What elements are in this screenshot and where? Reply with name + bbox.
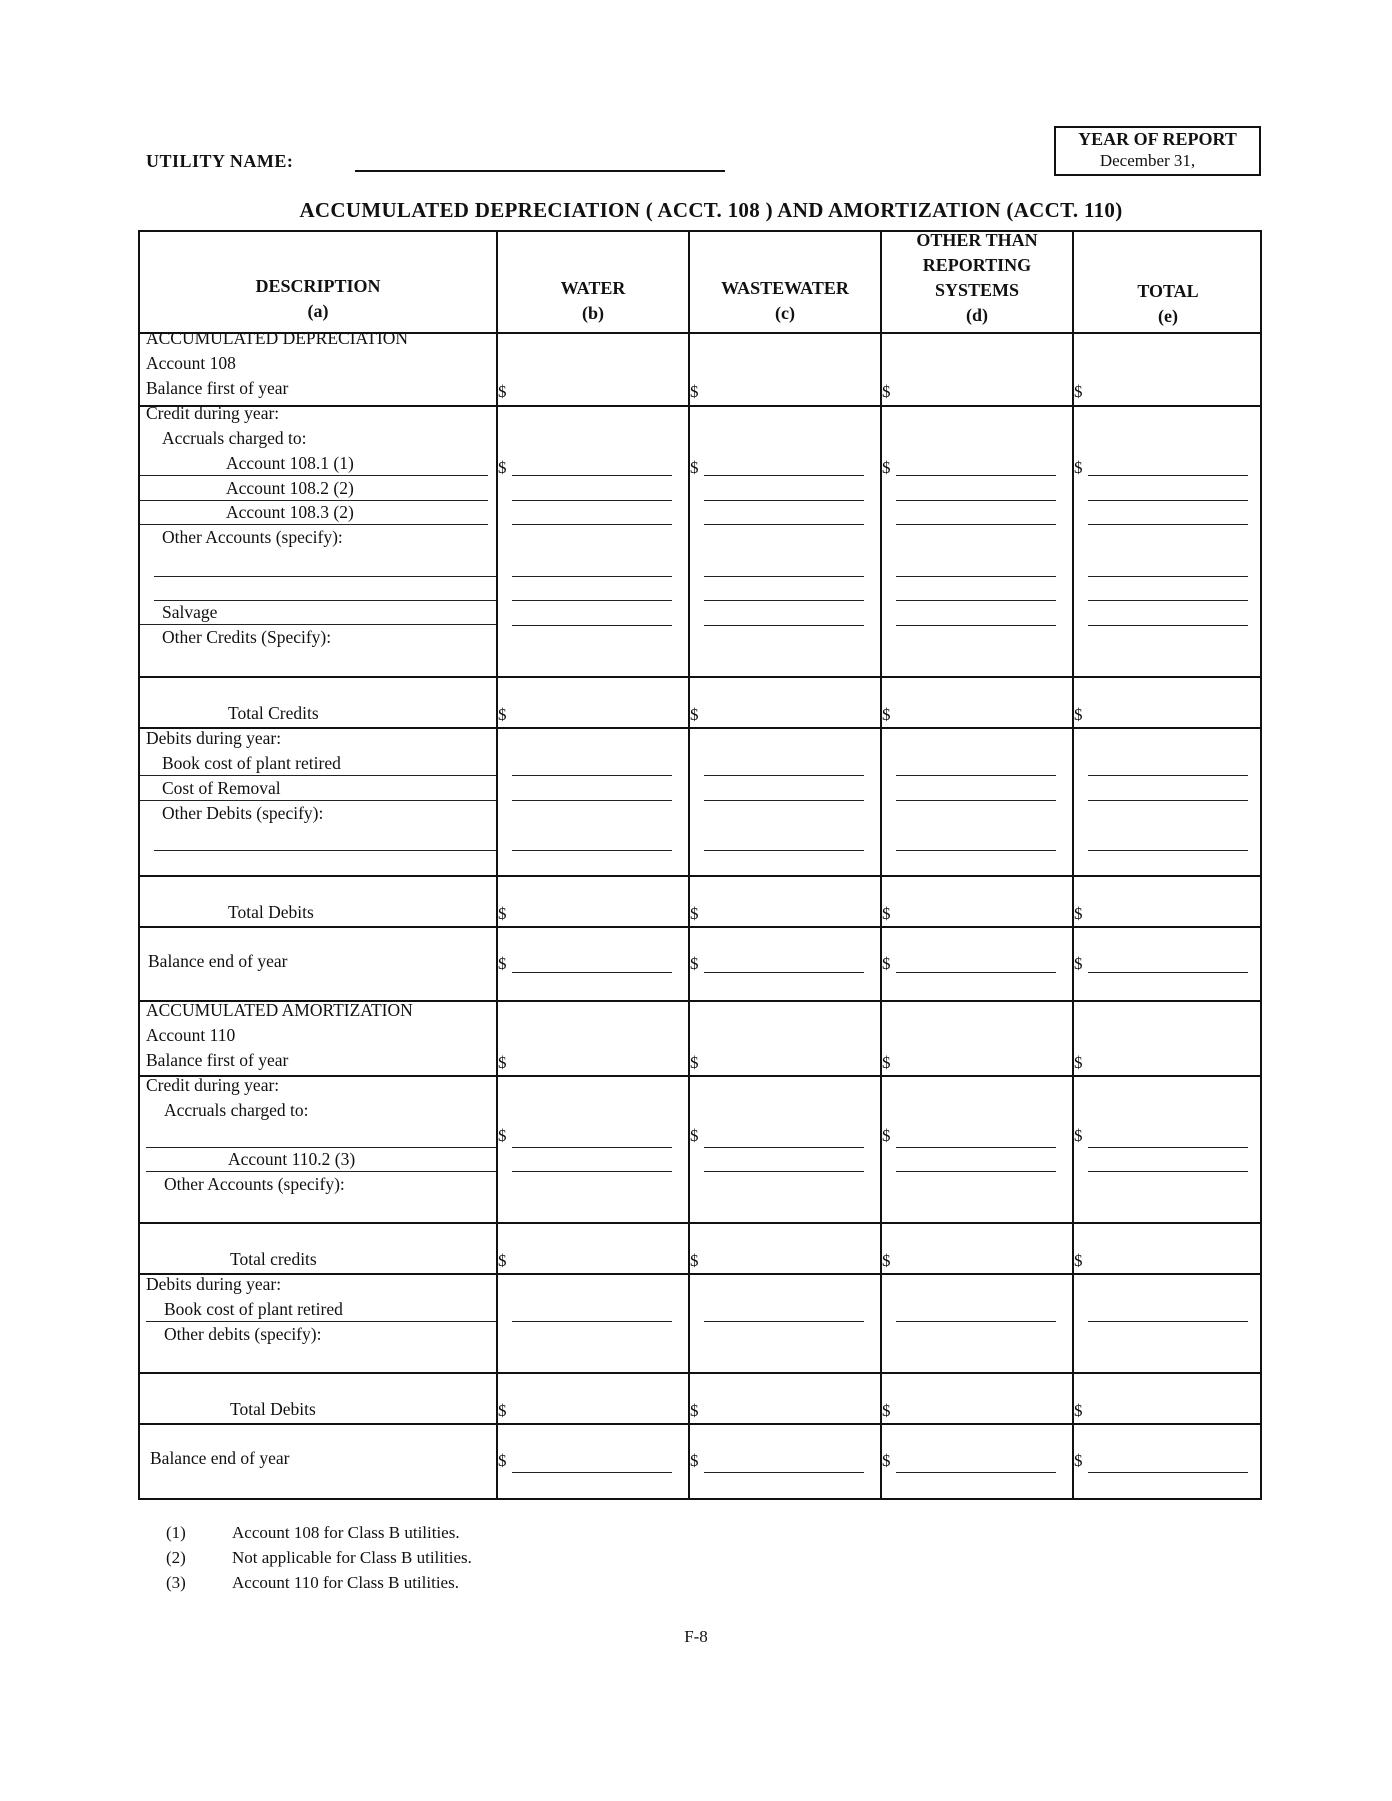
amount-entry-line[interactable] bbox=[704, 775, 864, 776]
dollar-sign: $ bbox=[1074, 382, 1083, 401]
row-label-debits-during-year: Debits during year: bbox=[146, 728, 282, 748]
footnote-number: (1) bbox=[166, 1523, 186, 1542]
row-label-total-credits: Total Credits bbox=[228, 703, 319, 723]
amount-entry-line[interactable] bbox=[896, 524, 1056, 525]
amount-entry-line[interactable] bbox=[1088, 775, 1248, 776]
column-header-other-systems bbox=[882, 228, 1072, 328]
amount-entry-line[interactable] bbox=[1088, 1321, 1248, 1322]
footnote-number: (3) bbox=[166, 1573, 186, 1592]
dollar-sign: $ bbox=[690, 458, 699, 477]
specify-line[interactable] bbox=[154, 600, 496, 601]
dollar-sign: $ bbox=[882, 954, 891, 973]
amount-entry-line[interactable] bbox=[1088, 625, 1248, 626]
amount-entry-line[interactable] bbox=[896, 1472, 1056, 1473]
header-text: (c) bbox=[775, 303, 795, 323]
dollar-sign: $ bbox=[690, 1126, 699, 1145]
amount-entry-line[interactable] bbox=[512, 775, 672, 776]
year-of-report-title: YEAR OF REPORT bbox=[1078, 129, 1237, 149]
section-border bbox=[138, 1372, 1262, 1374]
dollar-sign: $ bbox=[498, 382, 507, 401]
dollar-sign: $ bbox=[498, 904, 507, 923]
dollar-sign: $ bbox=[498, 1401, 507, 1420]
dollar-sign: $ bbox=[1074, 1251, 1083, 1270]
dollar-sign: $ bbox=[882, 1401, 891, 1420]
section-border bbox=[138, 1423, 1262, 1425]
row-label-account-108: Account 108 bbox=[146, 353, 236, 373]
amount-entry-line[interactable] bbox=[1088, 1472, 1248, 1473]
amount-entry-line[interactable] bbox=[896, 1147, 1056, 1148]
row-separator bbox=[140, 524, 488, 525]
row-label-other-accounts: Other Accounts (specify): bbox=[164, 1174, 345, 1194]
row-separator bbox=[146, 1171, 496, 1172]
row-label-balance-first: Balance first of year bbox=[146, 1050, 289, 1070]
amount-entry-line[interactable] bbox=[896, 600, 1056, 601]
dollar-sign: $ bbox=[882, 458, 891, 477]
row-label-account-110-2: Account 110.2 (3) bbox=[228, 1149, 356, 1169]
column-divider bbox=[880, 230, 882, 1500]
amount-entry-line[interactable] bbox=[704, 625, 864, 626]
row-separator bbox=[140, 500, 488, 501]
amount-entry-line[interactable] bbox=[512, 972, 672, 973]
dollar-sign: $ bbox=[882, 1053, 891, 1072]
dollar-sign: $ bbox=[882, 1251, 891, 1270]
row-label-total-debits: Total Debits bbox=[228, 902, 314, 922]
row-label-accruals: Accruals charged to: bbox=[162, 428, 307, 448]
amount-entry-line[interactable] bbox=[512, 850, 672, 851]
amount-entry-line[interactable] bbox=[512, 625, 672, 626]
amount-entry-line[interactable] bbox=[512, 475, 672, 476]
year-of-report-date: December 31, bbox=[1099, 151, 1196, 170]
row-label-book-cost: Book cost of plant retired bbox=[164, 1299, 343, 1319]
amount-entry-line[interactable] bbox=[896, 972, 1056, 973]
dollar-sign: $ bbox=[690, 1251, 699, 1270]
dollar-sign: $ bbox=[1074, 1053, 1083, 1072]
column-divider bbox=[496, 230, 498, 1500]
row-label-cost-of-removal: Cost of Removal bbox=[162, 778, 281, 798]
row-separator bbox=[140, 800, 496, 801]
dollar-sign: $ bbox=[690, 904, 699, 923]
amount-entry-line[interactable] bbox=[896, 1321, 1056, 1322]
amount-entry-line[interactable] bbox=[1088, 524, 1248, 525]
header-text: (d) bbox=[966, 305, 988, 325]
amount-entry-line[interactable] bbox=[896, 1171, 1056, 1172]
header-text: (a) bbox=[307, 301, 329, 321]
column-header-total bbox=[1074, 279, 1262, 329]
dollar-sign: $ bbox=[498, 1451, 507, 1470]
dollar-sign: $ bbox=[690, 1401, 699, 1420]
utility-name-field[interactable] bbox=[355, 170, 725, 172]
dollar-sign: $ bbox=[498, 954, 507, 973]
row-label-total-credits: Total credits bbox=[230, 1249, 317, 1269]
amount-entry-line[interactable] bbox=[896, 625, 1056, 626]
amount-entry-line[interactable] bbox=[512, 1171, 672, 1172]
amount-entry-line[interactable] bbox=[896, 775, 1056, 776]
dollar-sign: $ bbox=[690, 1451, 699, 1470]
amount-entry-line[interactable] bbox=[896, 800, 1056, 801]
amount-entry-line[interactable] bbox=[704, 850, 864, 851]
specify-line[interactable] bbox=[146, 1147, 496, 1148]
section-border bbox=[138, 875, 1262, 877]
row-label-balance-end: Balance end of year bbox=[150, 1448, 290, 1468]
amount-entry-line[interactable] bbox=[896, 500, 1056, 501]
amount-entry-line[interactable] bbox=[704, 972, 864, 973]
header-text: OTHER THAN bbox=[916, 230, 1038, 250]
amount-entry-line[interactable] bbox=[704, 576, 864, 577]
header-text: (e) bbox=[1158, 306, 1178, 326]
dollar-sign: $ bbox=[690, 382, 699, 401]
dollar-sign: $ bbox=[1074, 458, 1083, 477]
dollar-sign: $ bbox=[690, 705, 699, 724]
row-label-total-debits: Total Debits bbox=[230, 1399, 316, 1419]
amount-entry-line[interactable] bbox=[512, 1472, 672, 1473]
row-label-accumulated-amortization: ACCUMULATED AMORTIZATION bbox=[146, 1000, 413, 1020]
dollar-sign: $ bbox=[498, 705, 507, 724]
dollar-sign: $ bbox=[1074, 705, 1083, 724]
amount-entry-line[interactable] bbox=[1088, 1171, 1248, 1172]
amount-entry-line[interactable] bbox=[1088, 850, 1248, 851]
section-border bbox=[138, 676, 1262, 678]
amount-entry-line[interactable] bbox=[512, 576, 672, 577]
dollar-sign: $ bbox=[882, 382, 891, 401]
row-label-salvage: Salvage bbox=[162, 602, 218, 622]
column-header-water bbox=[498, 276, 688, 326]
amount-entry-line[interactable] bbox=[704, 800, 864, 801]
specify-line[interactable] bbox=[154, 576, 496, 577]
amount-entry-line[interactable] bbox=[512, 600, 672, 601]
amount-entry-line[interactable] bbox=[1088, 800, 1248, 801]
header-text: (b) bbox=[582, 303, 604, 323]
amount-entry-line[interactable] bbox=[896, 475, 1056, 476]
row-label-account-108-3: Account 108.3 (2) bbox=[226, 502, 354, 522]
row-label-account-110: Account 110 bbox=[146, 1025, 236, 1045]
amount-entry-line[interactable] bbox=[704, 1321, 864, 1322]
row-label-accruals: Accruals charged to: bbox=[164, 1100, 309, 1120]
header-text: WATER bbox=[560, 278, 626, 298]
footnote-number: (2) bbox=[166, 1548, 186, 1567]
section-border bbox=[138, 1222, 1262, 1224]
amount-entry-line[interactable] bbox=[1088, 576, 1248, 577]
section-border bbox=[138, 405, 1262, 407]
dollar-sign: $ bbox=[498, 1053, 507, 1072]
column-divider bbox=[688, 230, 690, 1500]
dollar-sign: $ bbox=[1074, 1126, 1083, 1145]
dollar-sign: $ bbox=[690, 1053, 699, 1072]
row-label-accumulated-depreciation: ACCUMULATED DEPRECIATION bbox=[146, 328, 409, 348]
amount-entry-line[interactable] bbox=[896, 576, 1056, 577]
row-label-other-credits: Other Credits (Specify): bbox=[162, 627, 332, 647]
amount-entry-line[interactable] bbox=[512, 800, 672, 801]
dollar-sign: $ bbox=[1074, 954, 1083, 973]
header-text: REPORTING bbox=[922, 255, 1032, 275]
amount-entry-line[interactable] bbox=[704, 1472, 864, 1473]
amount-entry-line[interactable] bbox=[704, 500, 864, 501]
amount-entry-line[interactable] bbox=[704, 1147, 864, 1148]
header-text: TOTAL bbox=[1137, 281, 1199, 301]
dollar-sign: $ bbox=[690, 954, 699, 973]
amount-entry-line[interactable] bbox=[1088, 1147, 1248, 1148]
amount-entry-line[interactable] bbox=[704, 475, 864, 476]
footnote-text: Account 108 for Class B utilities. bbox=[232, 1523, 460, 1542]
amount-entry-line[interactable] bbox=[1088, 972, 1248, 973]
dollar-sign: $ bbox=[882, 1451, 891, 1470]
row-label-other-debits: Other Debits (specify): bbox=[162, 803, 324, 823]
amount-entry-line[interactable] bbox=[704, 524, 864, 525]
utility-name-label: UTILITY NAME: bbox=[146, 151, 294, 171]
header-text: SYSTEMS bbox=[934, 280, 1020, 300]
section-border bbox=[138, 727, 1262, 729]
footnote-text: Not applicable for Class B utilities. bbox=[232, 1548, 472, 1567]
row-separator bbox=[146, 1321, 496, 1322]
row-separator bbox=[140, 775, 496, 776]
row-label-debits-during-year: Debits during year: bbox=[146, 1274, 282, 1294]
column-header-description bbox=[140, 274, 496, 324]
row-label-account-108-1: Account 108.1 (1) bbox=[226, 453, 354, 473]
amount-entry-line[interactable] bbox=[896, 850, 1056, 851]
amount-entry-line[interactable] bbox=[512, 500, 672, 501]
row-label-account-108-2: Account 108.2 (2) bbox=[226, 478, 354, 498]
dollar-sign: $ bbox=[1074, 1451, 1083, 1470]
amount-entry-line[interactable] bbox=[704, 600, 864, 601]
specify-line[interactable] bbox=[154, 850, 496, 851]
header-text: WASTEWATER bbox=[721, 278, 849, 298]
column-divider bbox=[1072, 230, 1074, 1500]
row-label-balance-end: Balance end of year bbox=[148, 951, 288, 971]
row-separator bbox=[140, 624, 496, 625]
amount-entry-line[interactable] bbox=[1088, 600, 1248, 601]
row-label-other-debits: Other debits (specify): bbox=[164, 1324, 322, 1344]
amount-entry-line[interactable] bbox=[704, 1171, 864, 1172]
section-border bbox=[138, 1075, 1262, 1077]
row-label-other-accounts: Other Accounts (specify): bbox=[162, 527, 343, 547]
header-text: DESCRIPTION bbox=[255, 276, 381, 296]
amount-entry-line[interactable] bbox=[1088, 475, 1248, 476]
row-separator bbox=[140, 475, 488, 476]
dollar-sign: $ bbox=[882, 904, 891, 923]
dollar-sign: $ bbox=[882, 705, 891, 724]
page-number: F-8 bbox=[684, 1627, 708, 1646]
dollar-sign: $ bbox=[498, 1251, 507, 1270]
row-label-book-cost: Book cost of plant retired bbox=[162, 753, 341, 773]
dollar-sign: $ bbox=[498, 1126, 507, 1145]
row-label-balance-first: Balance first of year bbox=[146, 378, 289, 398]
amount-entry-line[interactable] bbox=[512, 524, 672, 525]
dollar-sign: $ bbox=[498, 458, 507, 477]
amount-entry-line[interactable] bbox=[512, 1321, 672, 1322]
dollar-sign: $ bbox=[1074, 904, 1083, 923]
section-border bbox=[138, 1273, 1262, 1275]
dollar-sign: $ bbox=[1074, 1401, 1083, 1420]
amount-entry-line[interactable] bbox=[1088, 500, 1248, 501]
amount-entry-line[interactable] bbox=[512, 1147, 672, 1148]
dollar-sign: $ bbox=[882, 1126, 891, 1145]
row-label-credit-during-year: Credit during year: bbox=[146, 1075, 280, 1095]
footnote-text: Account 110 for Class B utilities. bbox=[232, 1573, 459, 1592]
year-of-report-box bbox=[1054, 126, 1261, 176]
section-border bbox=[138, 926, 1262, 928]
page-title: ACCUMULATED DEPRECIATION ( ACCT. 108 ) AND AMORTIZATION (ACCT. 110) bbox=[299, 198, 1123, 222]
column-header-wastewater bbox=[690, 276, 880, 326]
row-label-credit-during-year: Credit during year: bbox=[146, 403, 280, 423]
